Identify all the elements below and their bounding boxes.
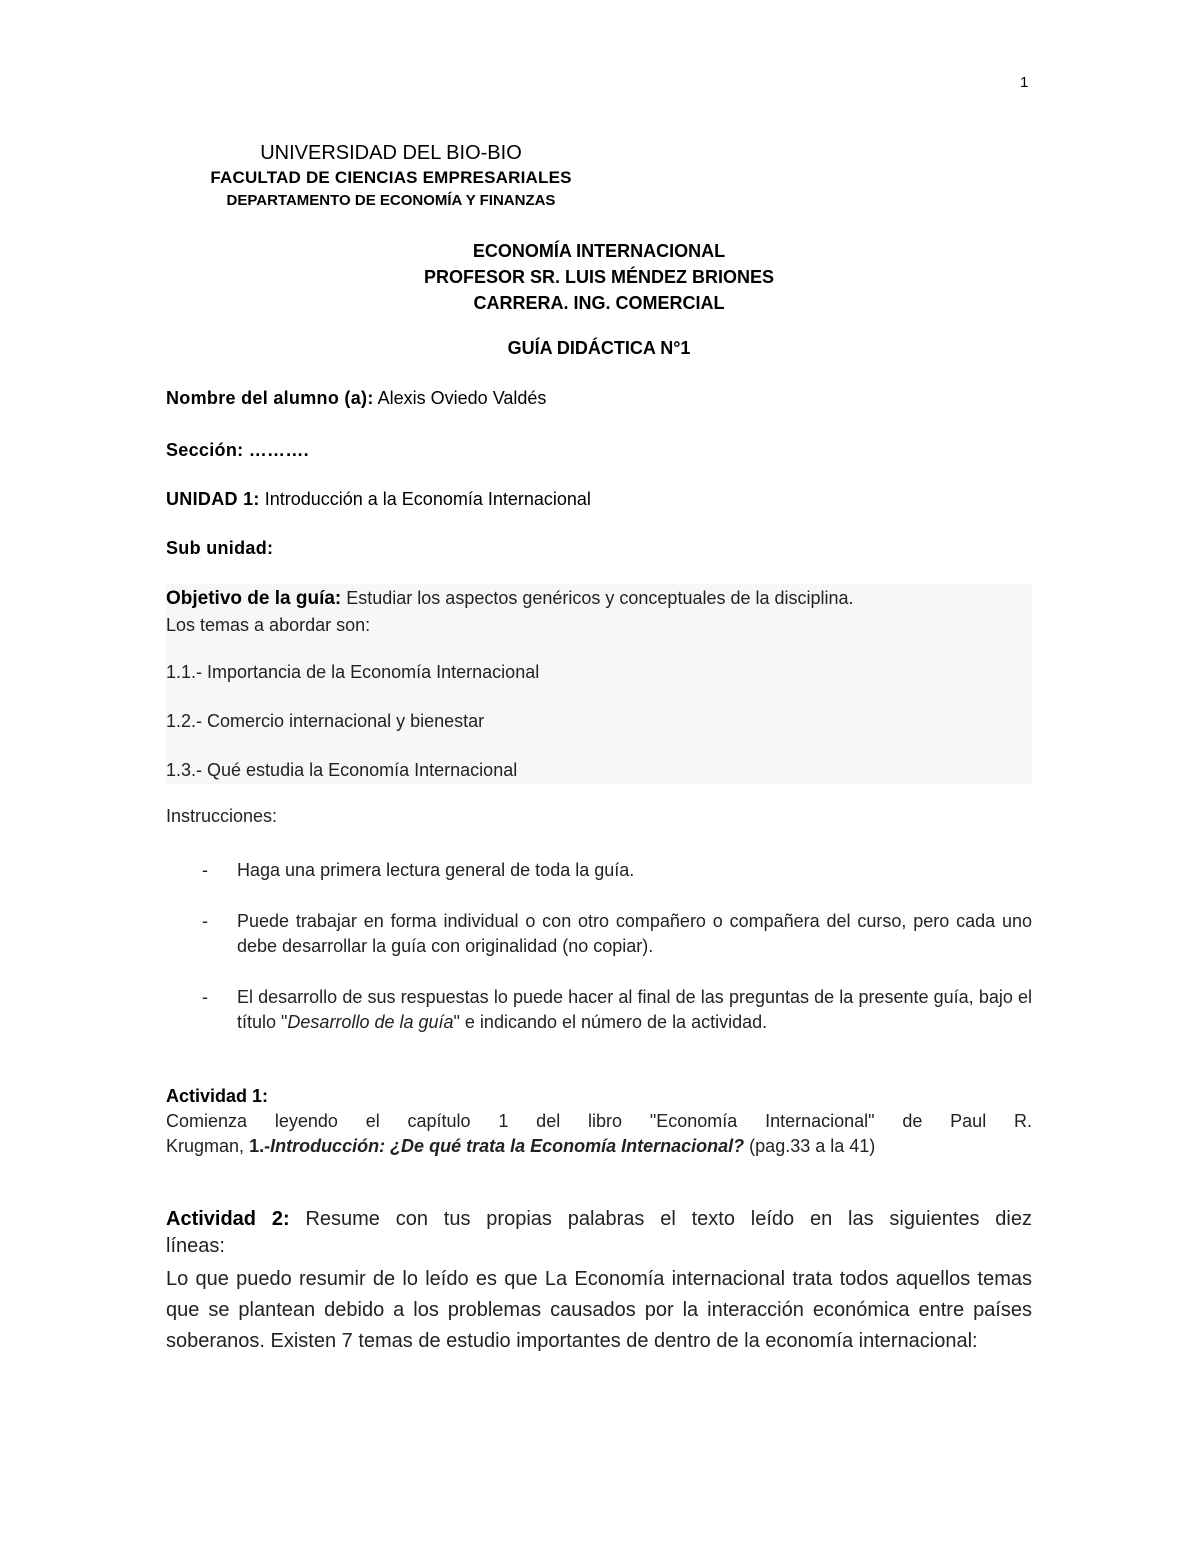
instruction-item [166,858,1032,883]
instruction-text-start: El desarrollo de sus respuestas lo puede hacer al final de las preguntas de la presente guía, bajo el título " [237,987,1032,1032]
objective-label: Objetivo de la guía: [166,588,342,609]
bullet-dash: - [202,987,208,1007]
activity-1-line-1: Comienza leyendo el capítulo 1 del libro "Economía Internacional" de Paul R. [166,1111,1032,1131]
student-name-value: Alexis Oviedo Valdés [377,388,547,408]
subunit-field [166,538,273,559]
activity-2-prompt: Resume con tus propias palabras el texto leído en las siguientes diez [305,1208,1033,1230]
professor-name: PROFESOR SR. LUIS MÉNDEZ BRIONES [423,267,775,287]
instruction-text-italic: Desarrollo de la guía [287,1012,454,1032]
objective-text: Estudiar los aspectos genéricos y conceptuales de la disciplina. [346,588,854,608]
topics-intro: Los temas a abordar son: [166,615,371,635]
activity-1-line-2 [166,1134,1032,1159]
activity-1-chapter-number: 1.- [249,1136,271,1156]
activity-2 [166,1206,1032,1260]
instruction-text-end: " e indicando el número de la actividad. [453,1012,768,1032]
objective-line [166,588,854,610]
topic-item: 1.1.- Importancia de la Economía Internacional [166,662,540,682]
instruction-text: Puede trabajar en forma individual o con otro compañero o compañera del curso, pero cada uno debe desarrollar la guía con originalidad (no copiar). [237,911,1032,956]
section-label: Sección: ………. [166,440,309,460]
course-name: ECONOMÍA INTERNACIONAL [472,241,726,261]
instruction-item [166,909,1032,959]
student-name-label: Nombre del alumno (a): [166,388,374,408]
instructions-label: Instrucciones: [166,806,278,826]
activity-2-label: Actividad 2: [166,1208,290,1230]
student-name-field [166,388,546,409]
activity-1 [166,1084,1032,1159]
institution-header [166,140,616,212]
topic-item: 1.3.- Qué estudia la Economía Internacional [166,760,518,780]
unit-value: Introducción a la Economía Internacional [264,489,591,509]
activity-1-author: Krugman, [166,1136,245,1156]
department-name: DEPARTAMENTO DE ECONOMÍA Y FINANZAS [226,192,556,209]
unit-label: UNIDAD 1: [166,489,260,509]
career-name: CARRERA. ING. COMERCIAL [473,293,725,313]
guide-title: GUÍA DIDÁCTICA N°1 [507,338,691,358]
instruction-item [166,985,1032,1035]
activity-1-chapter-title: Introducción: ¿De qué trata la Economía Internacional? [270,1136,745,1156]
instruction-text: Haga una primera lectura general de toda la guía. [237,860,635,880]
instruction-text [237,985,1032,1035]
bullet-dash: - [202,860,208,880]
subunit-label: Sub unidad: [166,538,274,558]
activity-1-label: Actividad 1: [166,1086,269,1106]
section-field [166,440,309,461]
activity-1-pages: (pag.33 a la 41) [749,1136,876,1156]
activity-2-prompt-line-2: líneas: [166,1235,225,1257]
faculty-name: FACULTAD DE CIENCIAS EMPRESARIALES [210,168,572,187]
activity-2-answer: Lo que puedo resumir de lo leído es que La Economía internacional trata todos aquellos temas que se plantean debido a los problemas causados por la interacción económica entre países soberanos. Existen 7 temas de estudio importantes de dentro de la economía internacional: [166,1268,1032,1352]
objective-section [166,584,1032,784]
bullet-dash: - [202,911,208,931]
course-info [166,238,1032,316]
topic-item: 1.2.- Comercio internacional y bienestar [166,711,485,731]
page-number: 1 [1020,74,1029,91]
university-name: UNIVERSIDAD DEL BIO-BIO [260,142,522,164]
unit-field [166,489,591,510]
activity-2-prompt-line-1 [166,1206,1032,1233]
